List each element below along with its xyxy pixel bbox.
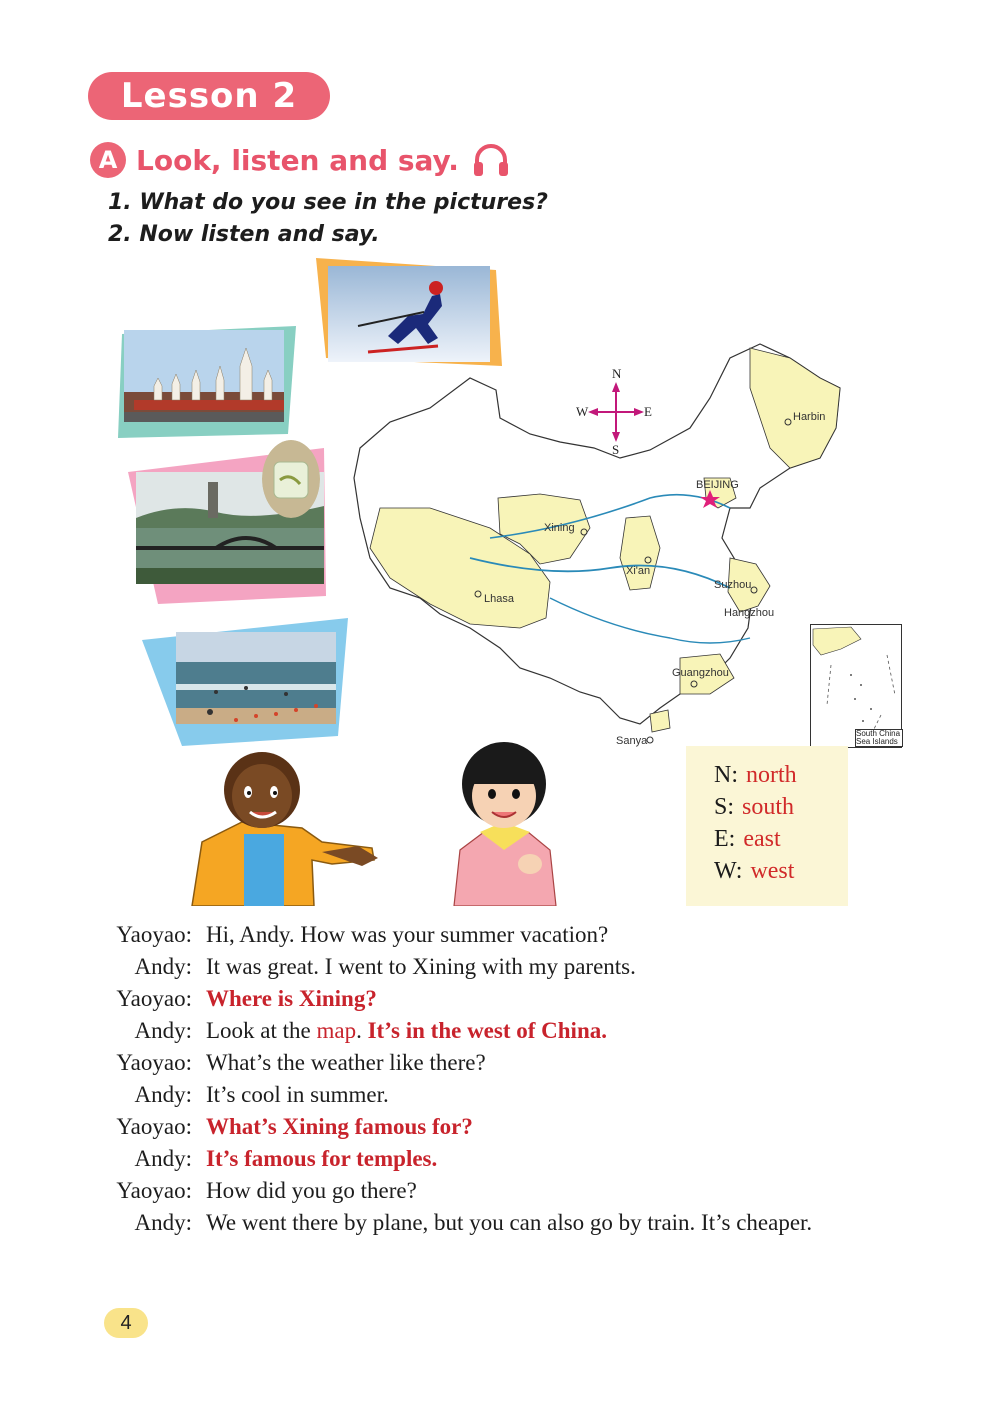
legend-value: north <box>746 762 797 788</box>
legend-row-south <box>714 794 794 821</box>
china-map <box>350 338 850 748</box>
dialogue-segment: . <box>356 1018 368 1043</box>
temples-photo <box>124 330 284 422</box>
dialogue-text <box>206 922 608 948</box>
city-xining: Xining <box>544 522 575 534</box>
legend-key: W: <box>714 858 743 884</box>
dialogue-segment: Look at the <box>206 1018 317 1043</box>
boy-andy-illustration <box>182 742 382 906</box>
speaker-name: Yaoyao: <box>116 1178 192 1203</box>
speaker-name: Yaoyao: <box>116 986 192 1011</box>
speaker-name: Andy: <box>134 1018 192 1043</box>
dialogue-text <box>206 1050 486 1076</box>
city-harbin: Harbin <box>793 411 826 423</box>
key-phrase: map <box>316 1018 357 1043</box>
speaker-name: Yaoyao: <box>116 1050 192 1075</box>
girl-yaoyao-illustration <box>444 738 564 906</box>
section-title: Look, listen and say. <box>136 143 459 177</box>
dialogue-segment: It’s cool in summer. <box>206 1082 389 1107</box>
legend-key: S: <box>714 794 735 820</box>
question-2: 2. Now listen and say. <box>108 222 380 247</box>
city-guangzhou: Guangzhou <box>672 667 729 679</box>
key-phrase: Where is Xining? <box>206 986 377 1011</box>
speaker-name: Yaoyao: <box>116 922 192 947</box>
legend-key: N: <box>714 762 738 788</box>
legend-row-west <box>714 858 794 885</box>
dialogue-text <box>206 954 636 980</box>
legend-row-north <box>714 762 797 789</box>
city-suzhou: Suzhou <box>714 579 752 591</box>
speaker-name: Andy: <box>134 1146 192 1171</box>
legend-value: east <box>743 826 781 852</box>
compass-w: W <box>576 404 589 419</box>
compass-rose <box>576 366 652 457</box>
legend-value: south <box>742 794 795 820</box>
dialogue-text <box>206 1146 437 1172</box>
tea-inset-photo <box>262 440 320 518</box>
compass-n: N <box>612 366 622 381</box>
legend-value: west <box>750 858 795 884</box>
speaker-name: Andy: <box>134 1082 192 1107</box>
beach-photo <box>176 632 336 724</box>
compass-e: E <box>644 404 652 419</box>
question-1: 1. What do you see in the pictures? <box>108 190 548 215</box>
lesson-title: Lesson 2 <box>88 72 330 120</box>
city-xian: Xi'an <box>626 565 651 577</box>
compass-s: S <box>612 442 620 457</box>
dialogue-segment: We went there by plane, but you can also go by train. It’s cheaper. <box>206 1210 813 1235</box>
dialogue-segment: It was great. I went to Xining with my parents. <box>206 954 636 979</box>
dialogue-segment: How did you go there? <box>206 1178 417 1203</box>
dialogue-text <box>206 986 377 1012</box>
dialogue-segment: What’s the weather like there? <box>206 1050 486 1075</box>
city-hangzhou: Hangzhou <box>724 607 775 619</box>
inset-label: South China Sea Islands <box>855 729 903 747</box>
dialogue-text <box>206 1114 473 1140</box>
legend-row-east <box>714 826 781 853</box>
dialogue-text <box>206 1178 417 1204</box>
speaker-name: Andy: <box>134 1210 192 1235</box>
legend-key: E: <box>714 826 736 852</box>
section-letter-badge: A <box>90 142 126 178</box>
key-phrase: What’s Xining famous for? <box>206 1114 473 1139</box>
south-china-sea-inset <box>810 624 902 748</box>
page-number: 4 <box>104 1308 148 1338</box>
key-phrase: It’s famous for temples. <box>206 1146 438 1171</box>
direction-legend <box>686 746 848 906</box>
dialogue-text <box>206 1082 389 1108</box>
city-sanya: Sanya <box>616 735 648 747</box>
city-beijing: BEIJING <box>696 479 739 491</box>
speaker-name: Andy: <box>134 954 192 979</box>
dialogue-segment: Hi, Andy. How was your summer vacation? <box>206 922 609 947</box>
dialogue-text <box>206 1210 812 1236</box>
speaker-name: Yaoyao: <box>116 1114 192 1139</box>
city-lhasa: Lhasa <box>484 593 514 605</box>
section-header <box>90 140 511 180</box>
dialogue-text <box>206 1018 607 1044</box>
headphones-icon[interactable] <box>471 142 511 178</box>
key-phrase: It’s in the west of China. <box>367 1018 607 1043</box>
